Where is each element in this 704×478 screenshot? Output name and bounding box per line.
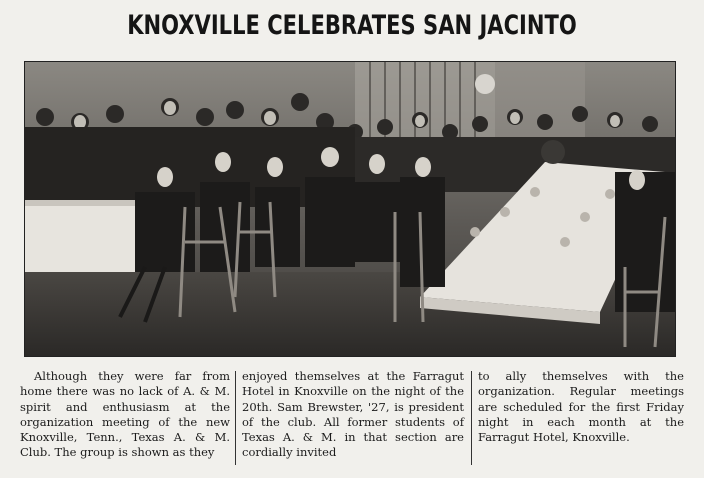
article-column-3 <box>478 369 684 469</box>
column-3-text: to ally themselves with the organization. Regular meetings are scheduled for the first Friday night in each month at the Farragut Hotel, Knoxville. <box>478 369 684 445</box>
headline: KNOXVILLE CELEBRATES SAN JACINTO <box>127 10 577 41</box>
banquet-photo <box>24 61 676 357</box>
article-column-1 <box>20 369 230 469</box>
column-divider <box>235 371 236 465</box>
column-divider <box>471 371 472 465</box>
article-column-2 <box>242 369 464 469</box>
column-2-text: enjoyed themselves at the Farragut Hotel in Knoxville on the night of the 20th. Sam Brewster, '27, is president of the club. All former students of Texas A. & M. in that section are cordially invited <box>242 369 464 460</box>
article-body <box>20 369 684 473</box>
banquet-photo-illustration <box>25 62 676 357</box>
column-1-text: Although they were far from home there was no lack of A. & M. spirit and enthusiasm at the organization meeting of the new Knoxville, Tenn., Texas A. & M. Club. The group is shown as they <box>20 369 230 460</box>
